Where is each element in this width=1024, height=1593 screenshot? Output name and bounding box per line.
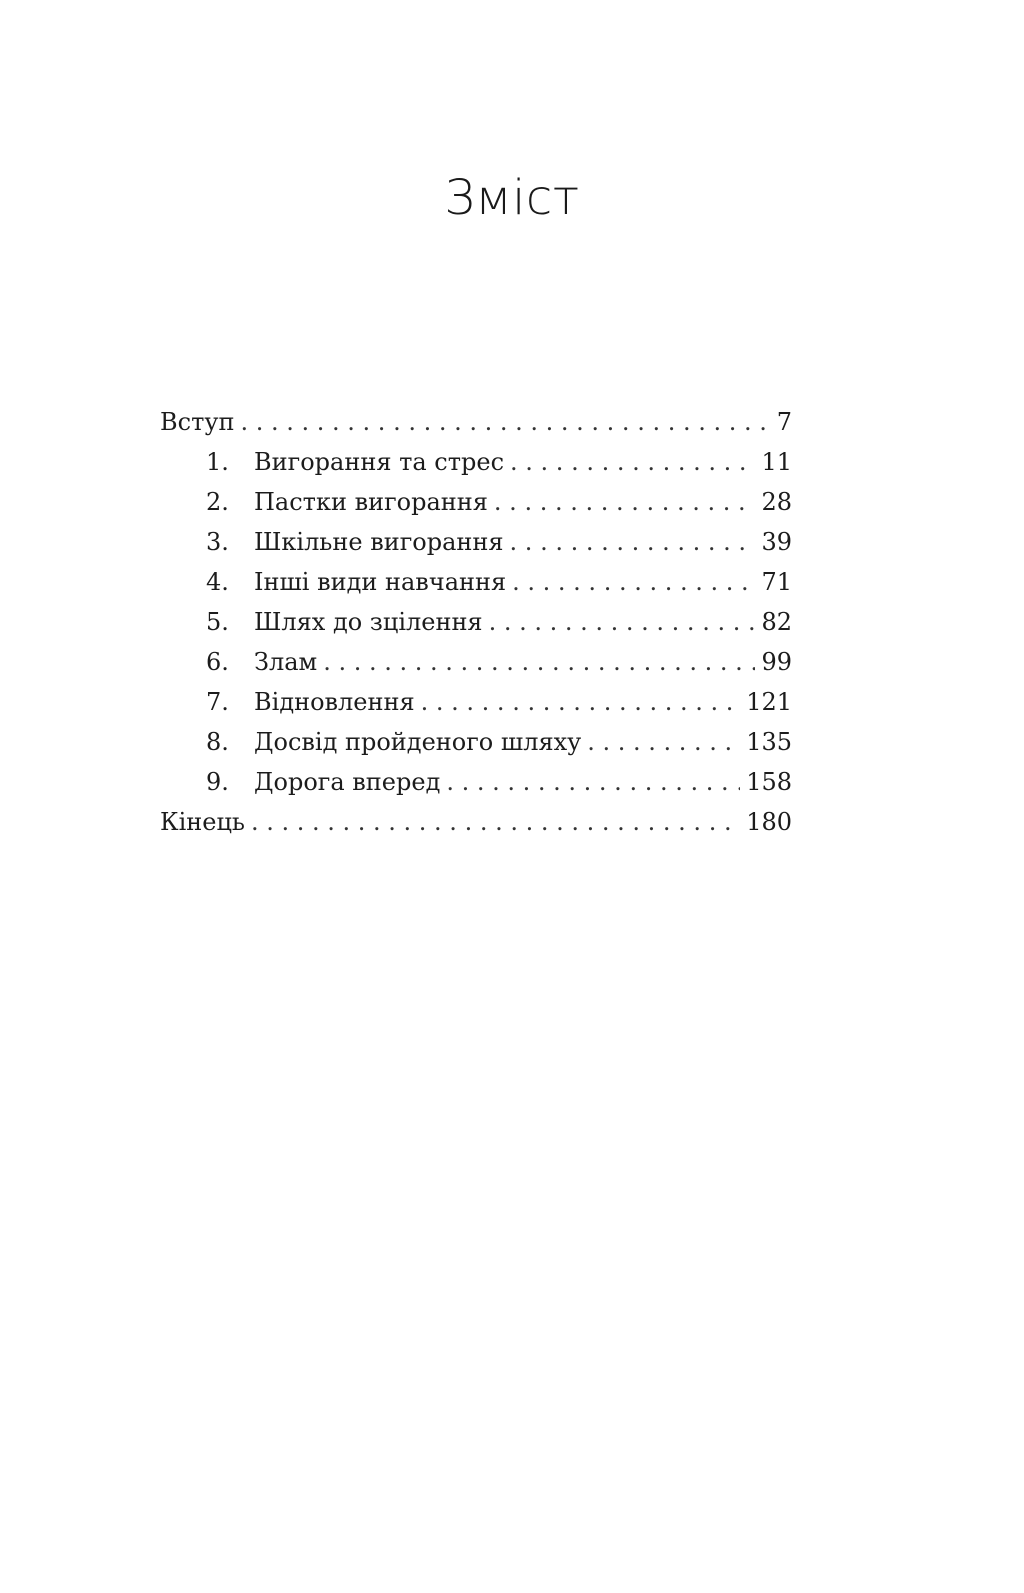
chapter-number: 4. (206, 568, 229, 596)
dot-leader (489, 602, 756, 642)
dot-leader (510, 522, 756, 562)
toc-entry-page: 39 (761, 528, 792, 556)
toc-entry-page: 11 (761, 448, 792, 476)
dot-leader (494, 482, 756, 522)
chapter-number: 6. (206, 648, 229, 676)
toc-entry-label: Шкільне вигорання (254, 528, 504, 556)
toc-entry-label: Інші види навчання (254, 568, 507, 596)
toc-entry-label: Пастки вигорання (254, 488, 488, 516)
toc-entry-chapter-7 (160, 682, 792, 722)
toc-entry-page: 82 (761, 608, 792, 636)
toc-entry-label: Вступ (160, 408, 235, 436)
toc-entry-label: Дорога вперед (254, 768, 441, 796)
toc-entry-label: Шлях до зцілення (254, 608, 483, 636)
chapter-number: 5. (206, 608, 229, 636)
toc-entry-chapter-6 (160, 642, 792, 682)
chapter-number: 3. (206, 528, 229, 556)
toc-entry-page: 71 (761, 568, 792, 596)
toc-entry-label: Відновлення (254, 688, 415, 716)
dot-leader (510, 442, 755, 482)
toc-entry-chapter-4 (160, 562, 792, 602)
chapter-number: 2. (206, 488, 229, 516)
toc-entry-chapter-8 (160, 722, 792, 762)
toc-entry-page: 28 (761, 488, 792, 516)
page-title: Зміст (444, 170, 580, 226)
toc-entry-label: Вигорання та стрес (254, 448, 505, 476)
toc-entry-chapter-1 (160, 442, 792, 482)
toc-entry-label: Злам (254, 648, 318, 676)
dot-leader (240, 402, 766, 442)
toc-entry-chapter-3 (160, 522, 792, 562)
chapter-number: 8. (206, 728, 229, 756)
dot-leader (323, 642, 755, 682)
toc-entry-page: 158 (746, 768, 792, 796)
dot-leader (446, 762, 740, 802)
toc-entry-chapter-5 (160, 602, 792, 642)
toc-entry-page: 121 (746, 688, 792, 716)
chapter-number: 9. (206, 768, 229, 796)
toc-entry-end (160, 802, 792, 842)
dot-leader (251, 802, 740, 842)
toc-entry-page: 7 (776, 408, 792, 436)
toc-entry-chapter-2 (160, 482, 792, 522)
dot-leader (587, 722, 740, 762)
toc-entry-label: Кінець (160, 808, 245, 836)
table-of-contents (160, 402, 792, 842)
chapter-number: 1. (206, 448, 229, 476)
toc-entry-page: 180 (746, 808, 792, 836)
chapter-number: 7. (206, 688, 229, 716)
toc-entry-intro (160, 402, 792, 442)
toc-entry-page: 99 (761, 648, 792, 676)
toc-entry-page: 135 (746, 728, 792, 756)
toc-entry-label: Досвід пройденого шляху (254, 728, 582, 756)
dot-leader (421, 682, 741, 722)
dot-leader (512, 562, 755, 602)
toc-entry-chapter-9 (160, 762, 792, 802)
